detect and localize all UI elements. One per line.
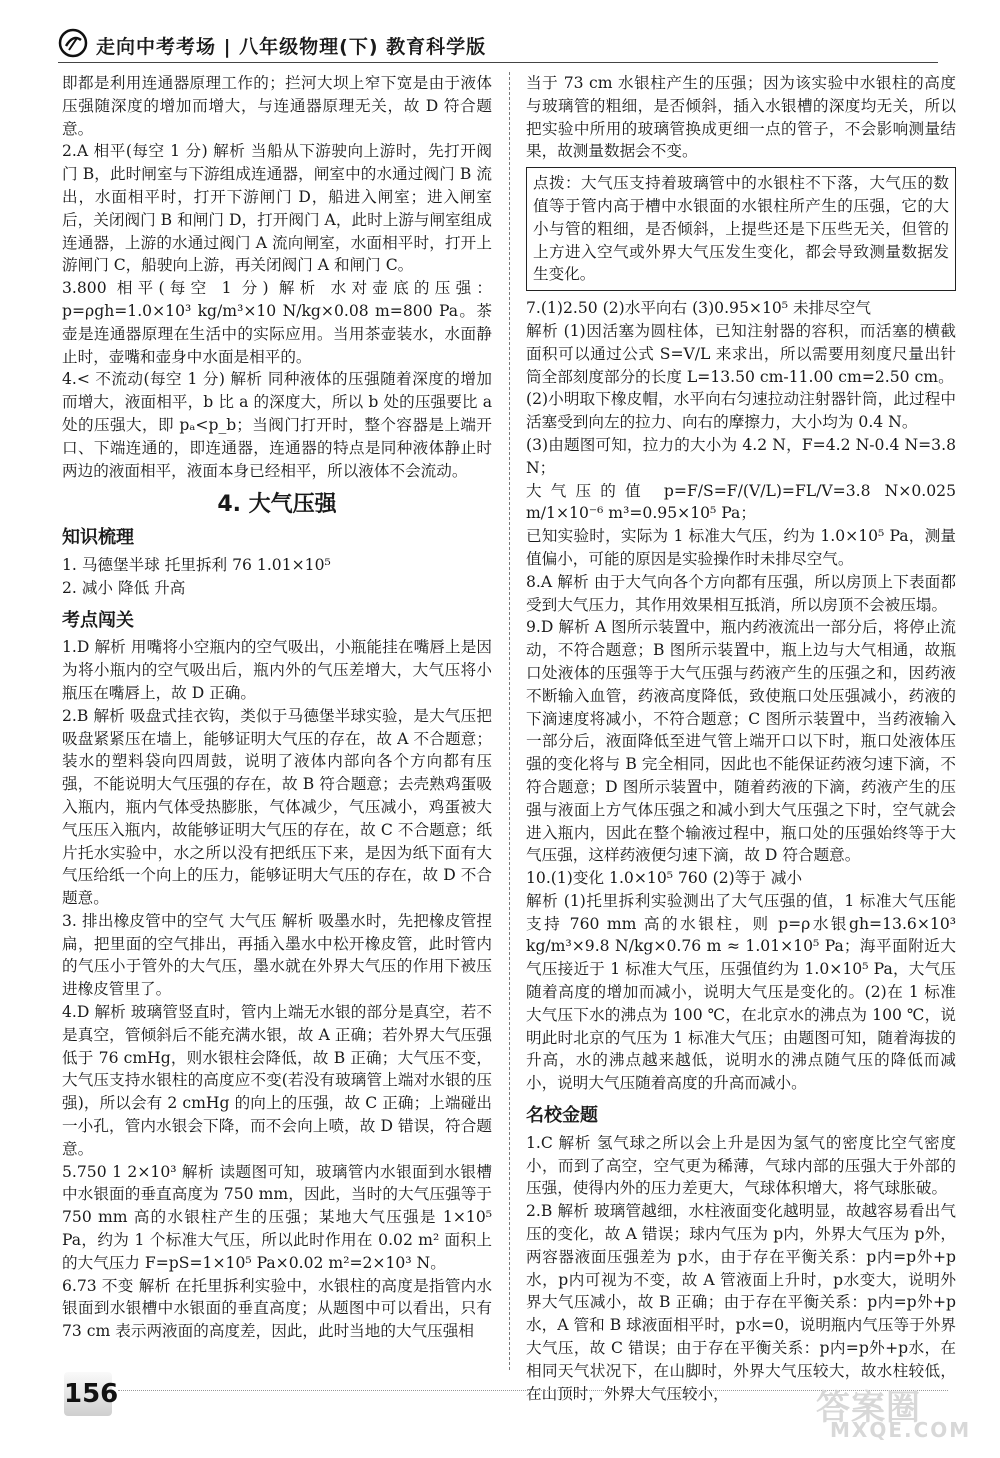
answer-paragraph: 1.D 解析 用嘴将小空瓶内的空气吸出，小瓶能挂在嘴唇上是因为将小瓶内的空气吸出后，瓶内外的气压差增大，大气压将小瓶压在嘴唇上，故 D 正确。 — [62, 638, 492, 702]
answer-paragraph: 3. 排出橡皮管中的空气 大气压 解析 吸墨水时，先把橡皮管捏扁，把里面的空气排出，再插入墨水中松开橡皮管，此时管内的气压小于管外的大气压，墨水就在外界大气压的作用下被压进橡皮管里了。 — [62, 911, 492, 999]
answer-paragraph: 4.< 不流动(每空 1 分) 解析 同种液体的压强随着深度的增加而增大，液面相平，b 比 a 的深度大，所以 b 处的压强要比 a 处的压强大，即 pₐ<p_b；当阀门打开时，整个容器是上端开口、下端连通的，即连通器，连通器的特点是同种液体静止时两边的液面相平，液面本身已经相平，所以液体不会流动。 — [62, 370, 492, 480]
page-number: 156 — [64, 1372, 112, 1416]
book-logo-icon — [58, 28, 88, 58]
answer-paragraph: (2)小明取下橡皮帽，水平向右匀速拉动注射器针筒，此过程中活塞受到向左的拉力、向右的摩擦力，大小均为 0.4 N。 — [526, 390, 956, 432]
answer-paragraph: 1. 马德堡半球 托里拆利 76 1.01×10⁵ — [62, 555, 331, 574]
answer-paragraph: 2.A 相平(每空 1 分) 解析 当船从下游驶向上游时，先打开阀门 B，此时闸室与下游组成连通器，闸室中的水通过阀门 B 流出，水面相平时，打开下游闸门 D，船进入闸室；进入闸室后，关闭阀门 B 和闸门 D，打开阀门 A，此时上游与闸室组成连通器，上游的水通过阀门 A 流向闸室，水面相平时，打开上游闸门 C，船驶向上游，再关闭阀门 A 和闸门 C。 — [62, 142, 492, 275]
answer-paragraph: 5.750 1 2×10³ 解析 读题图可知，玻璃管内水银面到水银槽中水银面的垂直高度为 750 mm，因此，当时的大气压强等于 750 mm 高的水银柱产生的压强；某地大气压强是 1×10⁵ Pa，约为 1 个标准大气压，所以此时作用在 0.02 m² 面积上的大气压力 F=pS=1×10⁵ Pa×0.02 m²=2×10³ N。 — [62, 1162, 492, 1272]
watermark-url: MXQE.COM — [830, 1418, 972, 1442]
right-column — [526, 72, 956, 1405]
answer-paragraph: 3.800 相平(每空 1 分) 解析 水对壶底的压强：p=ρgh=1.0×10³ kg/m³×10 N/kg×0.08 m=800 Pa。茶壶是连通器原理在生活中的实际应用。当用茶壶装水，水面静止时，壶嘴和壶身中水面是相平的。 — [62, 279, 492, 366]
header-rule — [58, 62, 938, 63]
answer-paragraph: 4.D 解析 玻璃管竖直时，管内上端无水银的部分是真空，若不是真空，管倾斜后不能充满水银，故 A 正确；若外界大气压强低于 76 cmHg，则水银柱会降低，故 B 正确；大气压不变，大气压支持水银柱的高度应不变(若没有玻璃管上端对水银的压强)，所以会有 2 cmHg 的向上的压强，故 C 正确；上端碰出一小孔，管内水银会下降，而不会向上喷，故 D 错误，符合题意。 — [62, 1003, 492, 1158]
subsection-heading: 名校金题 — [526, 1105, 598, 1127]
answer-paragraph: 当于 73 cm 水银柱产生的压强；因为该实验中水银柱的高度与玻璃管的粗细，是否倾斜，插入水银槽的深度均无关，所以把实验中所用的玻璃管换成更细一点的管子，不会影响测量结果，故测量数据会不变。 — [526, 74, 956, 161]
answer-paragraph: 2. 减小 降低 升高 — [62, 578, 186, 597]
tip-box: 点拨：大气压支持着玻璃管中的水银柱不下落，大气压的数值等于管内高于槽中水银面的水银柱所产生的压强，它的大小与管的粗细，是否倾斜，上提些还是下压些无关，但管的上方进入空气或外界大气压发生变化，都会导致测量数据发生变化。 — [526, 167, 956, 291]
answer-paragraph: 10.(1)变化 1.0×10⁵ 760 (2)等于 减小 — [526, 869, 803, 888]
section-title: 4. 大气压强 — [217, 492, 337, 518]
page-header — [58, 28, 958, 62]
answer-paragraph: 9.D 解析 A 图所示装置中，瓶内药液流出一部分后，将停止流动，不符合题意；B 图所示装置中，瓶上边与大气相通，故瓶口处液体的压强等于大气压强与药液产生的压强之和，因药液不断输入血管，药液高度降低，致使瓶口处压强减小，药液的下滴速度将减小，不符合题意；C 图所示装置中，当药液输入一部分后，液面降低至进气管上端开口以下时，瓶口处液体压强的变化将与 B 完全相同，因此也不能保证药液匀速下滴，不符合题意；D 图所示装置中，随着药液的下滴，药液产生的压强与液面上方气体压强之和减小到大气压强之下时，空气就会进入瓶内，因此在整个输液过程中，瓶口处的压强始终等于大气压强，这样药液便匀速下滴，故 D 符合题意。 — [526, 618, 956, 865]
answer-paragraph: 2.B 解析 玻璃管越细，水柱液面变化越明显，故越容易看出气压的变化，故 A 错误；球内气压为 p内，外界大气压为 p外，两容器液面压强差为 p水，由于存在平衡关系：p内=p外+p水，p内可视为不变，故 A 管液面上升时，p水变大，说明外界大气压减小，故 B 正确；由于存在平衡关系：p内=p外+p水，A 管和 B 球液面相平时，p水=0，说明瓶内气压等于外界大气压，故 C 错误；由于存在平衡关系：p内=p外+p水，在相同天气状况下，在山脚时，外界大气压较大，故水柱较低，在山顶时，外界大气压较小， — [526, 1202, 956, 1403]
answer-paragraph: 2.B 解析 吸盘式挂衣钩，类似于马德堡半球实验，是大气压把吸盘紧紧压在墙上，能够证明大气压的存在，故 A 不合题意；装水的塑料袋向四周鼓，说明了液体内部向各个方向都有压强，不能说明大气压强的存在，故 B 符合题意；去壳熟鸡蛋吸入瓶内，瓶内气体受热膨胀，气体减少，气压减小，鸡蛋被大气压压入瓶内，故能够证明大气压的存在，故 C 不合题意；纸片托水实验中，水之所以没有把纸压下来，是因为纸下面有大气压给纸一个向上的压力，能够证明大气压的存在，故 D 不合题意。 — [62, 706, 492, 908]
subsection-heading: 考点闯关 — [62, 609, 134, 631]
subsection-heading: 知识梳理 — [62, 527, 134, 549]
left-column — [62, 72, 492, 1343]
header-title: 走向中考考场 | 八年级物理(下) 教育科学版 — [96, 36, 487, 58]
answer-paragraph: 1.C 解析 氢气球之所以会上升是因为氢气的密度比空气密度小，而到了高空，空气更为稀薄，气球内部的压强大于外部的压强，使得内外的压力差更大，气球体积增大，将气球胀破。 — [526, 1133, 956, 1198]
column-divider — [509, 72, 510, 1370]
answer-paragraph: 8.A 解析 由于大气向各个方向都有压强，所以房顶上下表面都受到大气压力，其作用效果相互抵消，所以房顶不会被压塌。 — [526, 572, 956, 614]
answer-paragraph: 大气压的值 p=F/S=F/(V/L)=FL/V=3.8 N×0.025 m/1×10⁻⁶ m³=0.95×10⁵ Pa； — [526, 481, 956, 523]
answer-paragraph: (3)由题图可知，拉力的大小为 4.2 N，F=4.2 N-0.4 N=3.8 N； — [526, 435, 956, 477]
answer-paragraph: 即都是利用连通器原理工作的；拦河大坝上窄下宽是由于液体压强随深度的增加而增大，与连通器原理无关，故 D 符合题意。 — [62, 74, 492, 138]
watermark-logo: 答案圈 — [816, 1388, 921, 1428]
answer-paragraph: 7.(1)2.50 (2)水平向右 (3)0.95×10⁵ 未排尽空气 — [526, 299, 871, 318]
answer-paragraph: 6.73 不变 解析 在托里拆利实验中，水银柱的高度是指管内水银面到水银槽中水银面的垂直高度；从题图中可以看出，只有 73 cm 表示两液面的高度差，因此，此时当地的大气压强相 — [62, 1276, 492, 1341]
answer-paragraph: 已知实验时，实际为 1 标准大气压，约为 1.0×10⁵ Pa，测量值偏小，可能的原因是实验操作时未排尽空气。 — [526, 527, 956, 568]
answer-paragraph: 解析 (1)托里拆利实验测出了大气压强的值，1 标准大气压能支持 760 mm 高的水银柱，则 p=ρ水银gh=13.6×10³ kg/m³×9.8 N/kg×0.76 m ≈ 1.01×10⁵ Pa；海平面附近大气压接近于 1 标准大气压，压强值约为 1.0×10⁵ Pa，大气压随着高度的增加而减小，说明大气压是变化的。(2)在 1 标准大气压下水的沸点为 100 ℃，在北京水的沸点为 100 ℃，说明此时北京的气压为 1 标准大气压；由题图可知，随着海拔的升高，水的沸点越来越低，说明水的沸点随气压的降低而减小，说明大气压随着高度的升高而减小。 — [526, 891, 956, 1093]
answer-paragraph: 解析 (1)因活塞为圆柱体，已知注射器的容积，而活塞的横截面积可以通过公式 S=V/L 来求出，所以需要用刻度尺量出针筒全部刻度部分的长度 L=13.50 cm-11.00 cm=2.50 cm。 — [526, 321, 956, 386]
